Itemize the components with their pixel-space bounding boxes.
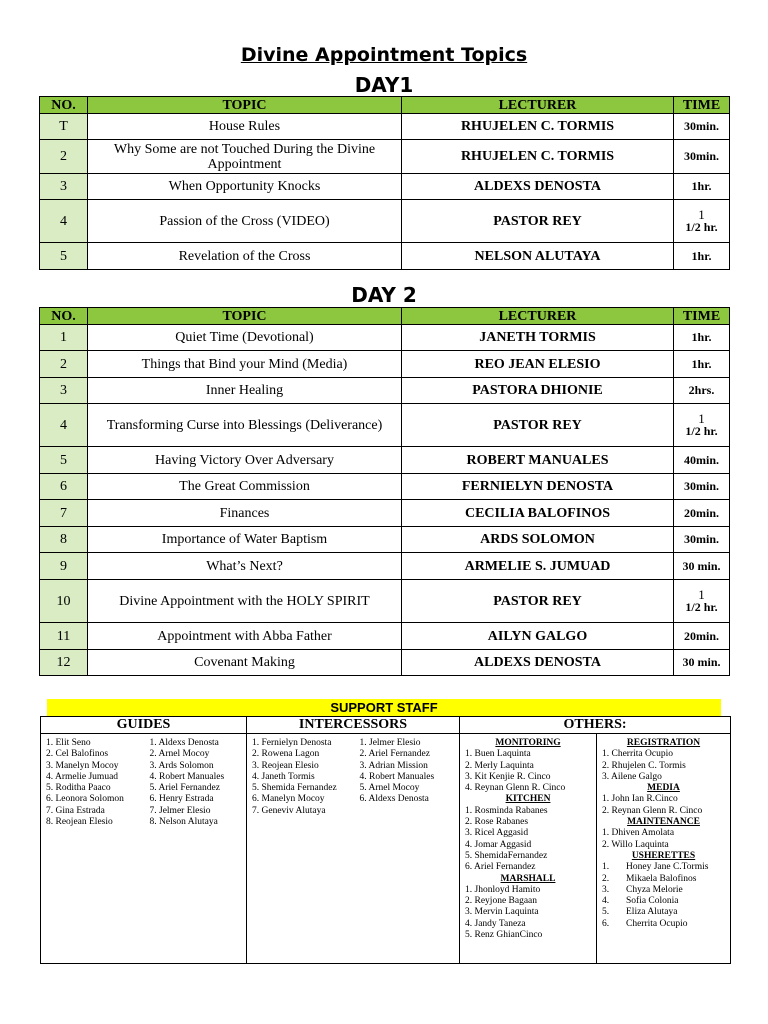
list-item: 3. Adrian Mission [359, 760, 428, 771]
intercessors-list-a [247, 734, 355, 964]
list-item: 5. Arnel Mocoy [359, 783, 420, 794]
list-item: 4. Jandy Taneza [465, 918, 526, 929]
time-value: 1/2 hr. [685, 424, 718, 438]
others-column-a [460, 734, 597, 964]
row-lecturer: CECILIA BALOFINOS [402, 500, 674, 527]
row-number: 7 [40, 500, 88, 527]
intercessors-header: INTERCESSORS [247, 717, 460, 734]
list-item: 8. Reojean Elesio [46, 817, 113, 828]
row-lecturer: ROBERT MANUALES [402, 447, 674, 474]
row-number: 9 [40, 553, 88, 580]
day1-table [39, 96, 730, 270]
intercessors-list-b [355, 734, 460, 964]
row-topic: Quiet Time (Devotional) [88, 325, 402, 351]
row-lecturer: AILYN GALGO [402, 623, 674, 650]
table-row [40, 527, 730, 553]
table-row [40, 623, 730, 650]
row-lecturer: PASTOR REY [402, 580, 674, 623]
row-number: 11 [40, 623, 88, 650]
item-number: 4. [602, 896, 610, 907]
row-topic: When Opportunity Knocks [88, 174, 402, 200]
row-topic: Finances [88, 500, 402, 527]
table-row [40, 140, 730, 174]
row-number: 6 [40, 474, 88, 500]
row-time [674, 580, 730, 623]
kitchen-heading: KITCHEN [505, 794, 551, 805]
time-value: 1/2 hr. [685, 600, 718, 614]
item-name: Eliza Alutaya [626, 907, 678, 918]
list-item: 2. Willo Laquinta [602, 839, 669, 850]
row-lecturer: PASTOR REY [402, 404, 674, 447]
col-no: NO. [40, 97, 88, 114]
row-topic: Transforming Curse into Blessings (Deliverance) [88, 404, 402, 447]
list-item: 7. Gina Estrada [46, 805, 105, 816]
row-topic: House Rules [88, 114, 402, 140]
item-name: Mikaela Balofinos [626, 873, 697, 884]
list-item: 2. Ariel Fernandez [359, 749, 430, 760]
list-item [602, 919, 725, 930]
item-number: 6. [602, 918, 610, 929]
row-topic: Covenant Making [88, 650, 402, 676]
marshall-heading: MARSHALL [500, 873, 556, 884]
table-row [40, 580, 730, 623]
list-item: 1. Aldexs Denosta [149, 738, 219, 748]
list-item: 2. Reynan Glenn R. Cinco [602, 805, 703, 816]
list-item: 1. Jhonloyd Hamito [465, 884, 541, 895]
day2-table [39, 307, 730, 676]
row-number: 1 [40, 325, 88, 351]
table-header-row [40, 308, 730, 325]
table-row [40, 378, 730, 404]
row-number: 4 [40, 404, 88, 447]
table-row [40, 447, 730, 474]
list-item: 2. Rose Rabanes [465, 817, 529, 828]
table-row [40, 351, 730, 378]
guides-header: GUIDES [41, 717, 247, 734]
row-number: 5 [40, 447, 88, 474]
list-item: 1. Rosminda Rabanes [465, 805, 548, 816]
table-row [40, 174, 730, 200]
guides-list-a [41, 734, 145, 964]
list-item: 5. Shemida Fernandez [252, 783, 337, 794]
row-lecturer: ALDEXS DENOSTA [402, 174, 674, 200]
time-numerator: 1 [698, 207, 705, 222]
row-time: 2hrs. [674, 378, 730, 404]
list-item: 7. Geneviv Alutaya [252, 805, 326, 816]
table-row [40, 243, 730, 270]
list-item: 4. Reynan Glenn R. Cinco [465, 783, 566, 794]
others-header: OTHERS: [460, 717, 731, 734]
list-item [602, 907, 725, 918]
item-name: Chyza Melorie [626, 884, 683, 895]
col-no: NO. [40, 308, 88, 325]
list-item [602, 885, 725, 896]
row-time: 30min. [674, 474, 730, 500]
list-item: 2. Arnel Mocoy [149, 749, 210, 760]
col-time: TIME [674, 308, 730, 325]
support-staff-table [40, 716, 731, 964]
maintenance-heading: MAINTENANCE [627, 817, 700, 828]
list-item: 5. Roditha Paaco [46, 783, 111, 794]
table-row [40, 114, 730, 140]
list-item: 6. Manelyn Mocoy [252, 794, 325, 805]
row-lecturer: FERNIELYN DENOSTA [402, 474, 674, 500]
row-number: 3 [40, 378, 88, 404]
row-topic: Divine Appointment with the HOLY SPIRIT [88, 580, 402, 623]
row-topic: What’s Next? [88, 553, 402, 580]
list-item: 3. Ailene Galgo [602, 771, 662, 782]
list-item: 5. ShemidaFernandez [465, 850, 548, 861]
row-topic: Having Victory Over Adversary [88, 447, 402, 474]
list-item: 4. Armelie Jumuad [46, 771, 119, 782]
list-item: 7. Jelmer Elesio [149, 805, 211, 816]
item-number: 2. [602, 873, 610, 884]
row-number: 10 [40, 580, 88, 623]
row-number: T [40, 114, 88, 140]
row-time [674, 200, 730, 243]
row-lecturer: JANETH TORMIS [402, 325, 674, 351]
row-time: 20min. [674, 623, 730, 650]
page-title: Divine Appointment Topics [240, 44, 528, 66]
list-item: 3. Manelyn Mocoy [46, 760, 119, 771]
time-numerator: 1 [698, 411, 705, 426]
row-number: 12 [40, 650, 88, 676]
item-number: 3. [602, 884, 610, 895]
row-time: 30min. [674, 527, 730, 553]
row-lecturer: PASTOR REY [402, 200, 674, 243]
table-row [40, 500, 730, 527]
list-item: 2. Reyjone Bagaan [465, 896, 538, 907]
row-number: 2 [40, 140, 88, 174]
col-topic: TOPIC [88, 308, 402, 325]
row-lecturer: ALDEXS DENOSTA [402, 650, 674, 676]
table-row [40, 325, 730, 351]
list-item: 2. Cel Balofinos [46, 749, 109, 760]
row-time: 30 min. [674, 553, 730, 580]
col-lecturer: LECTURER [402, 97, 674, 114]
list-item: 6. Leonora Solomon [46, 794, 124, 805]
row-time: 30min. [674, 114, 730, 140]
list-item: 4. Jomar Aggasid [465, 839, 532, 850]
row-topic: Passion of the Cross (VIDEO) [88, 200, 402, 243]
table-row [40, 200, 730, 243]
row-topic: Things that Bind your Mind (Media) [88, 351, 402, 378]
list-item: 4. Robert Manuales [149, 771, 225, 782]
row-lecturer: RHUJELEN C. TORMIS [402, 140, 674, 174]
list-item: 6. Ariel Fernandez [465, 862, 536, 873]
media-heading: MEDIA [647, 783, 680, 794]
row-time: 40min. [674, 447, 730, 474]
guides-list-b [145, 734, 247, 964]
list-item: 2. Merly Laquinta [465, 760, 534, 771]
time-value: 1/2 hr. [685, 220, 718, 234]
day1-heading: DAY1 [354, 73, 414, 97]
monitoring-heading: MONITORING [495, 738, 561, 748]
list-item: 1. John Ian R.Cinco [602, 794, 678, 805]
list-item: 6. Aldexs Denosta [359, 794, 429, 805]
row-lecturer: ARDS SOLOMON [402, 527, 674, 553]
row-time: 30 min. [674, 650, 730, 676]
item-name: Cherrita Ocupio [626, 918, 688, 929]
row-topic: The Great Commission [88, 474, 402, 500]
col-time: TIME [674, 97, 730, 114]
list-item: 3. Ricel Aggasid [465, 828, 529, 839]
row-topic: Appointment with Abba Father [88, 623, 402, 650]
table-header-row [40, 97, 730, 114]
table-row [40, 404, 730, 447]
list-item: 8. Nelson Alutaya [149, 817, 218, 828]
list-item: 1. Fernielyn Denosta [252, 738, 332, 748]
row-time: 1hr. [674, 351, 730, 378]
list-item: 1. Buen Laquinta [465, 749, 531, 760]
list-item: 6. Henry Estrada [149, 794, 214, 805]
row-topic: Inner Healing [88, 378, 402, 404]
list-item: 2. Rhujelen C. Tormis [602, 760, 686, 771]
list-item: 4. Janeth Tormis [252, 771, 315, 782]
list-item: 4. Robert Manuales [359, 771, 435, 782]
row-number: 4 [40, 200, 88, 243]
others-column-b [597, 734, 731, 964]
table-row [40, 474, 730, 500]
table-row [40, 650, 730, 676]
row-number: 3 [40, 174, 88, 200]
col-topic: TOPIC [88, 97, 402, 114]
list-item: 1. Cherrita Ocupio [602, 749, 673, 760]
list-item: 3. Reojean Elesio [252, 760, 319, 771]
row-time: 1hr. [674, 325, 730, 351]
row-time: 30min. [674, 140, 730, 174]
row-time: 1hr. [674, 243, 730, 270]
row-lecturer: NELSON ALUTAYA [402, 243, 674, 270]
list-item: 5. Renz GhianCinco [465, 930, 543, 941]
row-time [674, 404, 730, 447]
row-time: 1hr. [674, 174, 730, 200]
row-number: 2 [40, 351, 88, 378]
item-number: 5. [602, 907, 610, 918]
list-item [602, 862, 725, 873]
item-name: Honey Jane C.Tormis [626, 862, 709, 873]
fraction-time [676, 588, 727, 614]
item-number: 1. [602, 862, 610, 873]
row-lecturer: PASTORA DHIONIE [402, 378, 674, 404]
list-item: 1. Elit Seno [46, 738, 91, 748]
fraction-time [676, 208, 727, 234]
fraction-time [676, 412, 727, 438]
row-number: 8 [40, 527, 88, 553]
row-topic: Importance of Water Baptism [88, 527, 402, 553]
row-topic: Revelation of the Cross [88, 243, 402, 270]
col-lecturer: LECTURER [402, 308, 674, 325]
row-topic: Why Some are not Touched During the Divine Appointment [88, 140, 402, 174]
row-lecturer: ARMELIE S. JUMUAD [402, 553, 674, 580]
item-name: Sofia Colonia [626, 896, 679, 907]
row-time: 20min. [674, 500, 730, 527]
list-item: 3. Kit Kenjie R. Cinco [465, 771, 551, 782]
list-item: 1. Dhiven Amolata [602, 828, 675, 839]
day2-heading: DAY 2 [351, 283, 417, 307]
list-item [602, 874, 725, 885]
registration-heading: REGISTRATION [626, 738, 701, 748]
row-lecturer: REO JEAN ELESIO [402, 351, 674, 378]
list-item: 2. Rowena Lagon [252, 749, 320, 760]
row-number: 5 [40, 243, 88, 270]
list-item: 5. Ariel Fernandez [149, 783, 220, 794]
list-item: 3. Mervin Laquinta [465, 907, 539, 918]
support-staff-banner: SUPPORT STAFF [47, 699, 721, 716]
list-item: 3. Ards Solomon [149, 760, 214, 771]
usherettes-heading: USHERETTES [631, 850, 696, 861]
list-item [602, 896, 725, 907]
list-item: 1. Jelmer Elesio [359, 738, 421, 748]
row-lecturer: RHUJELEN C. TORMIS [402, 114, 674, 140]
time-numerator: 1 [698, 587, 705, 602]
table-row [40, 553, 730, 580]
